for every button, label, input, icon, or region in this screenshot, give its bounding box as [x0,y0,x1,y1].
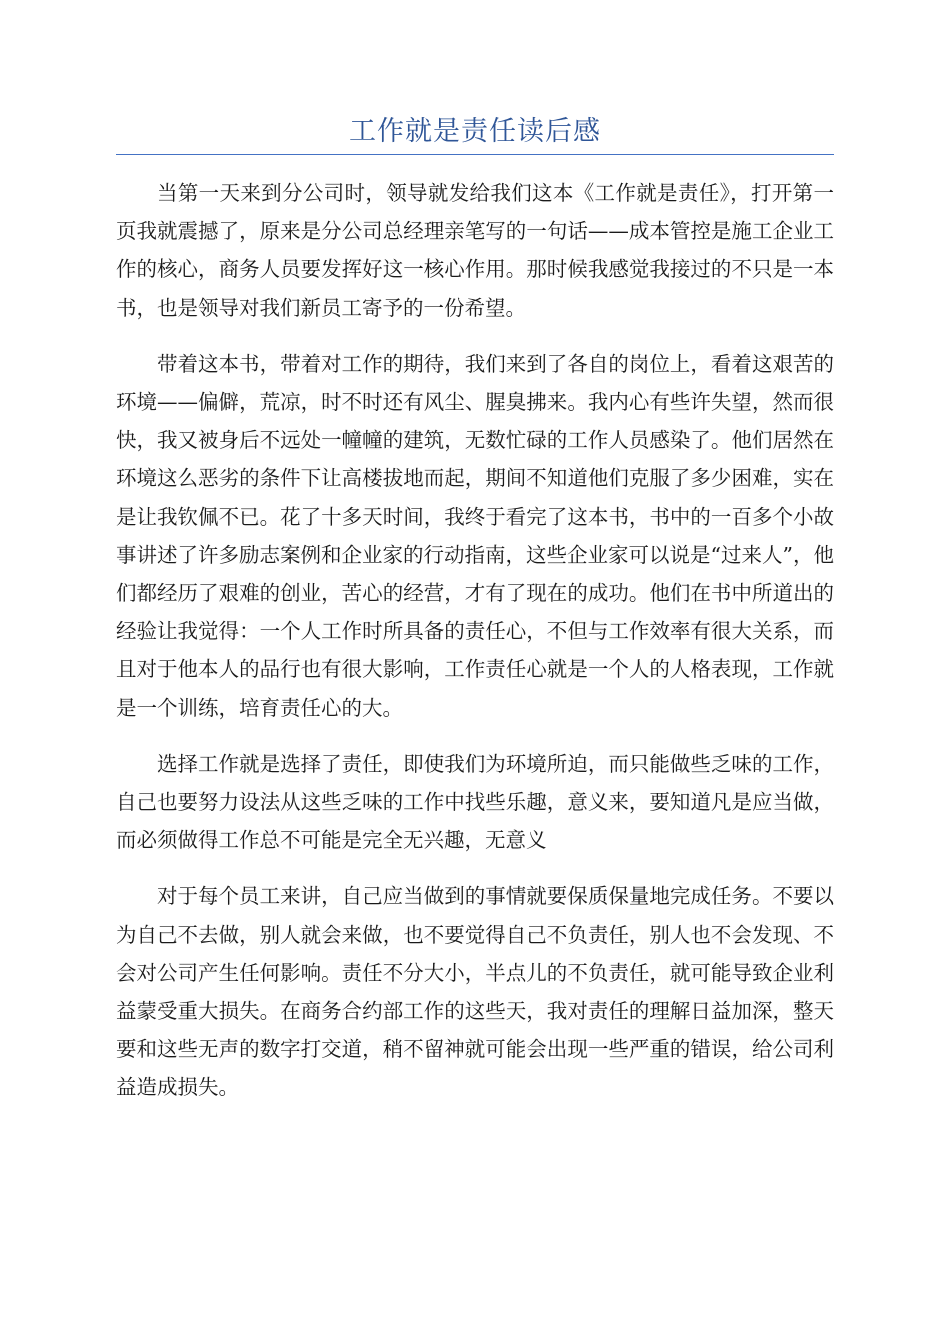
document-body [116,174,834,1125]
paragraph-4: 对于每个员工来讲，自己应当做到的事情就要保质保量地完成任务。不要以为自己不去做，别人就会来做，也不要觉得自己不负责任，别人也不会发现、不会对公司产生任何影响。责任不分大小，半点儿的不负责任，就可能导致企业利益蒙受重大损失。在商务合约部工作的这些天，我对责任的理解日益加深，整天要和这些无声的数字打交道，稍不留神就可能会出现一些严重的错误，给公司利益造成损失。 [116,884,834,1100]
title-underline [116,154,834,155]
paragraph-2: 带着这本书，带着对工作的期待，我们来到了各自的岗位上，看着这艰苦的环境——偏僻，荒凉，时不时还有风尘、腥臭拂来。我内心有些许失望，然而很快，我又被身后不远处一幢幢的建筑，无数忙碌的工作人员感染了。他们居然在环境这么恶劣的条件下让高楼拔地而起，期间不知道他们克服了多少困难，实在是让我钦佩不已。花了十多天时间，我终于看完了这本书，书中的一百多个小故事讲述了许多励志案例和企业家的行动指南，这些企业家可以说是“过来人”，他们都经历了艰难的创业，苦心的经营，才有了现在的成功。他们在书中所道出的经验让我觉得：一个人工作时所具备的责任心，不但与工作效率有很大关系，而且对于他本人的品行也有很大影响，工作责任心就是一个人的人格表现，工作就是一个训练，培育责任心的大。 [116,351,834,720]
paragraph-3: 选择工作就是选择了责任，即使我们为环境所迫，而只能做些乏味的工作，自己也要努力设法从这些乏味的工作中找些乐趣，意义来，要知道凡是应当做，而必须做得工作总不可能是完全无兴趣，无意义 [116,751,834,853]
paragraph-1: 当第一天来到分公司时，领导就发给我们这本《工作就是责任》，打开第一页我就震撼了，原来是分公司总经理亲笔写的一句话——成本管控是施工企业工作的核心，商务人员要发挥好这一核心作用。那时候我感觉我接过的不只是一本书，也是领导对我们新员工寄予的一份希望。 [116,181,834,320]
document-title: 工作就是责任读后感 [349,116,601,147]
